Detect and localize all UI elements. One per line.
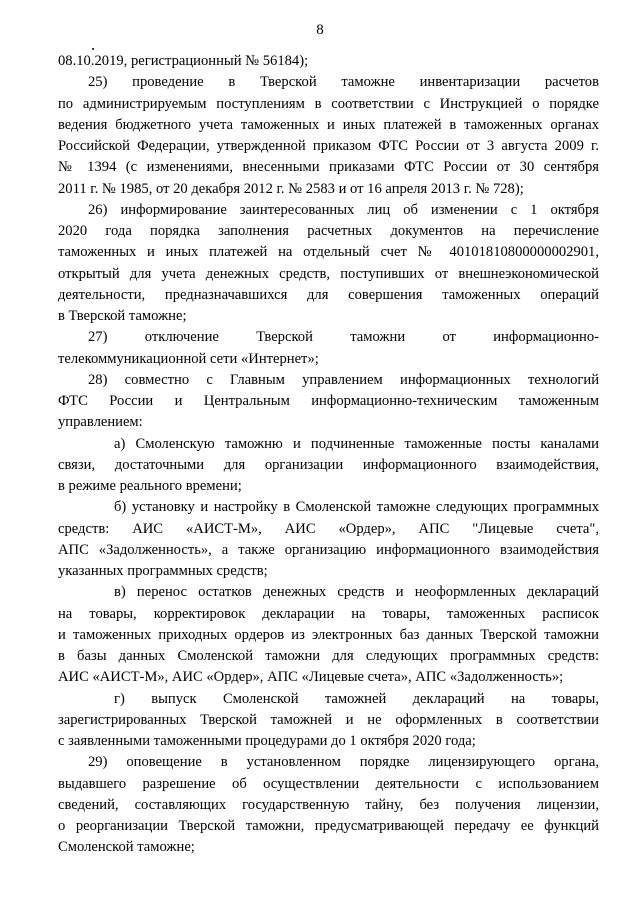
text-line: связи, достаточными для организации информационного взаимодействия, <box>58 456 599 473</box>
item-28-paragraph <box>58 370 599 434</box>
item-29-paragraph <box>58 752 599 858</box>
text-line: в базы данных Смоленской таможни для следующих программных средств: <box>58 648 599 664</box>
text-line: Российской Федерации, утвержденной приказом ФТС России от 3 августа 2009 г. <box>58 138 599 154</box>
text-line: АПС «Задолженность», а также организацию информационного взаимодействия <box>58 541 599 558</box>
scan-speck <box>92 48 94 50</box>
item-26-paragraph <box>58 200 599 328</box>
text-line: 08.10.2019, регистрационный № 56184); <box>58 53 309 69</box>
text-line: на товары, корректировок декларации на товары, таможенных расписок <box>58 605 599 622</box>
document-body <box>58 51 599 859</box>
page-number: 8 <box>316 22 324 38</box>
text-line: деятельности, предназначавшихся для совершения таможенных операций <box>58 286 599 303</box>
text-line: зарегистрированных Тверской таможней и не оформленных в соответствии <box>58 711 599 728</box>
text-line: с заявленными таможенными процедурами до 1 октября 2020 года; <box>58 733 476 749</box>
text-line: 26) информирование заинтересованных лиц об изменении с 1 октября <box>88 201 599 218</box>
text-line: и таможенных приходных ордеров из электронных баз данных Тверской таможни <box>58 626 599 643</box>
text-line: о реорганизации Тверской таможни, предусматривающей передачу ее функций <box>58 818 599 834</box>
text-line: ведения бюджетного учета таможенных и иных платежей в таможенных органах <box>58 116 599 133</box>
text-line: управлением: <box>58 414 143 431</box>
text-line: выдавшего разрешение об осуществлении деятельности с использованием <box>58 775 599 792</box>
text-line: 2020 года порядка заполнения расчетных документов на перечисление <box>58 223 599 239</box>
text-line: указанных программных средств; <box>58 563 268 579</box>
item-27-paragraph <box>58 327 599 370</box>
text-line: сведений, составляющих государственную тайну, без получения лицензии, <box>58 796 599 813</box>
item-28-b-paragraph <box>58 497 599 582</box>
text-line: в режиме реального времени; <box>58 478 242 494</box>
text-line: по администрируемым поступлениям в соответствии с Инструкцией о порядке <box>58 95 599 112</box>
text-line: таможенных и иных платежей на отдельный счет № 40101810800000002901, <box>58 244 599 261</box>
text-line: ФТС России и Центральным информационно-техническим таможенным <box>58 393 599 409</box>
paragraph-intro <box>58 51 599 72</box>
text-line: 27) отключение Тверской таможни от информационно- <box>88 329 599 346</box>
text-line: № 1394 (с изменениями, внесенными приказами ФТС России от 30 сентября <box>58 159 599 176</box>
text-line: в) перенос остатков денежных средств и неоформленных деклараций <box>114 584 599 601</box>
text-line: 25) проведение в Тверской таможне инвентаризации расчетов <box>88 74 599 91</box>
item-25-paragraph <box>58 72 599 200</box>
text-line: открытый для учета денежных средств, поступивших от внешнеэкономической <box>58 265 599 282</box>
item-28-v-paragraph <box>58 582 599 688</box>
text-line: телекоммуникационной сети «Интернет»; <box>58 350 319 367</box>
text-line: б) установку и настройку в Смоленской таможне следующих программных <box>114 499 599 516</box>
text-line: в Тверской таможне; <box>58 308 187 324</box>
text-line: 2011 г. № 1985, от 20 декабря 2012 г. № 2583 и от 16 апреля 2013 г. № 728); <box>58 180 524 197</box>
text-line: Смоленской таможне; <box>58 839 195 856</box>
text-line: а) Смоленскую таможню и подчиненные таможенные посты каналами <box>114 435 599 452</box>
text-line: 29) оповещение в установленном порядке лицензирующего органа, <box>88 754 599 771</box>
item-28-g-paragraph <box>58 689 599 753</box>
text-line: г) выпуск Смоленской таможней деклараций на товары, <box>114 690 599 707</box>
text-line: средств: АИС «АИСТ-М», АИС «Ордер», АПС "Лицевые счета", <box>58 520 599 537</box>
text-line: 28) совместно с Главным управлением информационных технологий <box>88 371 599 388</box>
text-line: АИС «АИСТ-М», АИС «Ордер», АПС «Лицевые счета», АПС «Задолженность»; <box>58 669 564 686</box>
item-28-a-paragraph <box>58 434 599 498</box>
